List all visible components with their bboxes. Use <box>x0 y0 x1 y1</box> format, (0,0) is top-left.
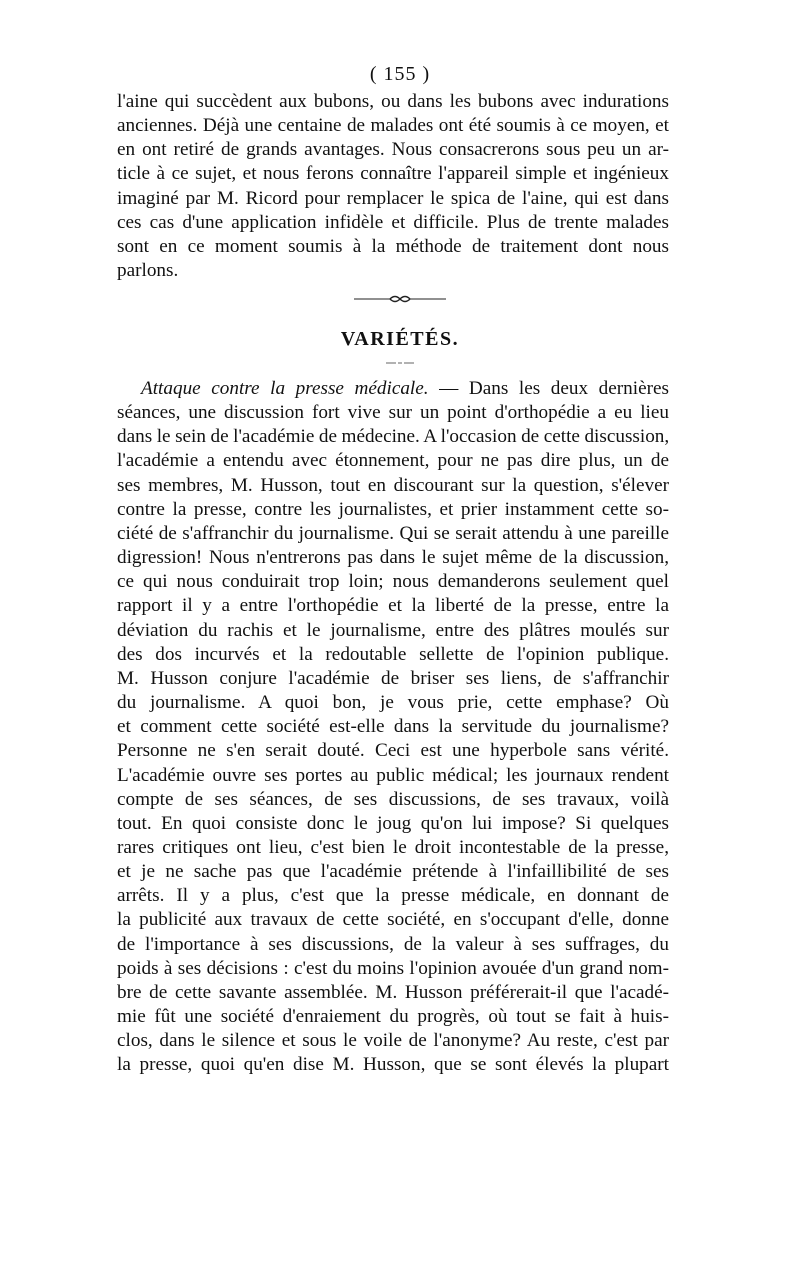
page-number: ( 155 ) <box>369 63 431 85</box>
text-line: ces cas d'une application infidèle et difficile. Plus de trente malades <box>117 211 669 233</box>
text-line: digression! Nous n'entrerons pas dans le sujet même de la discussion, <box>117 547 669 569</box>
text-line: compte de ses séances, de ses discussions, de ses travaux, voilà <box>117 788 669 810</box>
text-line: la presse, quoi qu'en dise M. Husson, que se sont élevés la plupart <box>117 1054 669 1076</box>
section-title: VARIÉTÉS. <box>340 328 460 350</box>
continued-paragraph <box>117 90 669 283</box>
lead-text: — Dans les deux dernières <box>428 378 669 399</box>
text-line: l'académie a entendu avec étonnement, pour ne pas dire plus, un de <box>117 450 669 472</box>
text-line: bre de cette savante assemblée. M. Husson préférerait-il que l'acadé- <box>117 981 669 1003</box>
text-line: tout. En quoi consiste donc le joug qu'on lui impose? Si quelques <box>117 812 669 834</box>
text-line: clos, dans le silence et sous le voile de l'anonyme? Au reste, c'est par <box>117 1030 669 1052</box>
text-line: ciété de s'affranchir du journalisme. Qui se serait attendu à une pareille <box>117 522 669 544</box>
text-line: contre la presse, contre les journalistes, et prier instamment cette so- <box>117 498 669 520</box>
article-paragraph <box>117 377 669 1078</box>
text-line: et je ne sache pas que l'académie prétende à l'infaillibilité de ses <box>117 861 669 883</box>
text-line: sont en ce moment soumis à la méthode de traitement dont nous <box>117 235 669 257</box>
text-line: l'aine qui succèdent aux bubons, ou dans les bubons avec indurations <box>117 91 669 112</box>
text-line: des dos incurvés et la redoutable sellette de l'opinion publique. <box>117 643 669 665</box>
text-line: du journalisme. A quoi bon, je vous prie, cette emphase? Où <box>117 692 669 714</box>
text-line: rapport il y a entre l'orthopédie et la liberté de la presse, entre la <box>117 595 669 617</box>
text-line: poids à ses décisions : c'est du moins l'opinion avouée d'un grand nom- <box>117 957 669 979</box>
text-line: ses membres, M. Husson, tout en discourant sur la question, s'élever <box>117 474 669 496</box>
text-line: de l'importance à ses discussions, de la valeur à ses suffrages, du <box>117 933 669 955</box>
text-line: imaginé par M. Ricord pour remplacer le spica de l'aine, qui est dans <box>117 187 669 209</box>
text-line: ticle à ce sujet, et nous ferons connaître l'appareil simple et ingénieux <box>117 163 669 185</box>
text-line: mie fût une société d'enraiement du progrès, où tout se fait à huis- <box>117 1006 669 1028</box>
text-line: M. Husson conjure l'académie de briser ses liens, de s'affranchir <box>117 667 669 689</box>
text-line: parlons. <box>117 260 179 282</box>
text-line: Personne ne s'en serait douté. Ceci est une hyperbole sans vérité. <box>117 740 669 762</box>
article-heading-italic: Attaque contre la presse médicale. <box>141 378 429 399</box>
text-line: anciennes. Déjà une centaine de malades ont été soumis à ce moyen, et <box>117 115 669 137</box>
text-line: séances, une discussion fort vive sur un point d'orthopédie a eu lieu <box>117 402 669 424</box>
title-underline-ornament <box>384 360 416 366</box>
text-line: rares critiques ont lieu, c'est bien le droit incontestable de la presse, <box>117 836 669 858</box>
text-line: dans le sein de l'académie de médecine. A l'occasion de cette discussion, <box>117 426 669 448</box>
text-line: déviation du rachis et le journalisme, entre des plâtres moulés sur <box>117 619 669 641</box>
text-line-lead <box>117 377 669 401</box>
text-line: et comment cette société est-elle dans la servitude du journalisme? <box>117 716 669 738</box>
text-line: L'académie ouvre ses portes au public médical; les journaux rendent <box>117 764 669 786</box>
section-divider-ornament <box>352 292 448 306</box>
text-line: ce qui nous conduirait trop loin; nous demanderons seulement quel <box>117 571 669 593</box>
text-line: arrêts. Il y a plus, c'est que la presse médicale, en donnant de <box>117 885 669 907</box>
text-line: la publicité aux travaux de cette société, en s'occupant d'elle, donne <box>117 909 669 931</box>
text-line: en ont retiré de grands avantages. Nous consacrerons sous peu un ar- <box>117 139 669 161</box>
